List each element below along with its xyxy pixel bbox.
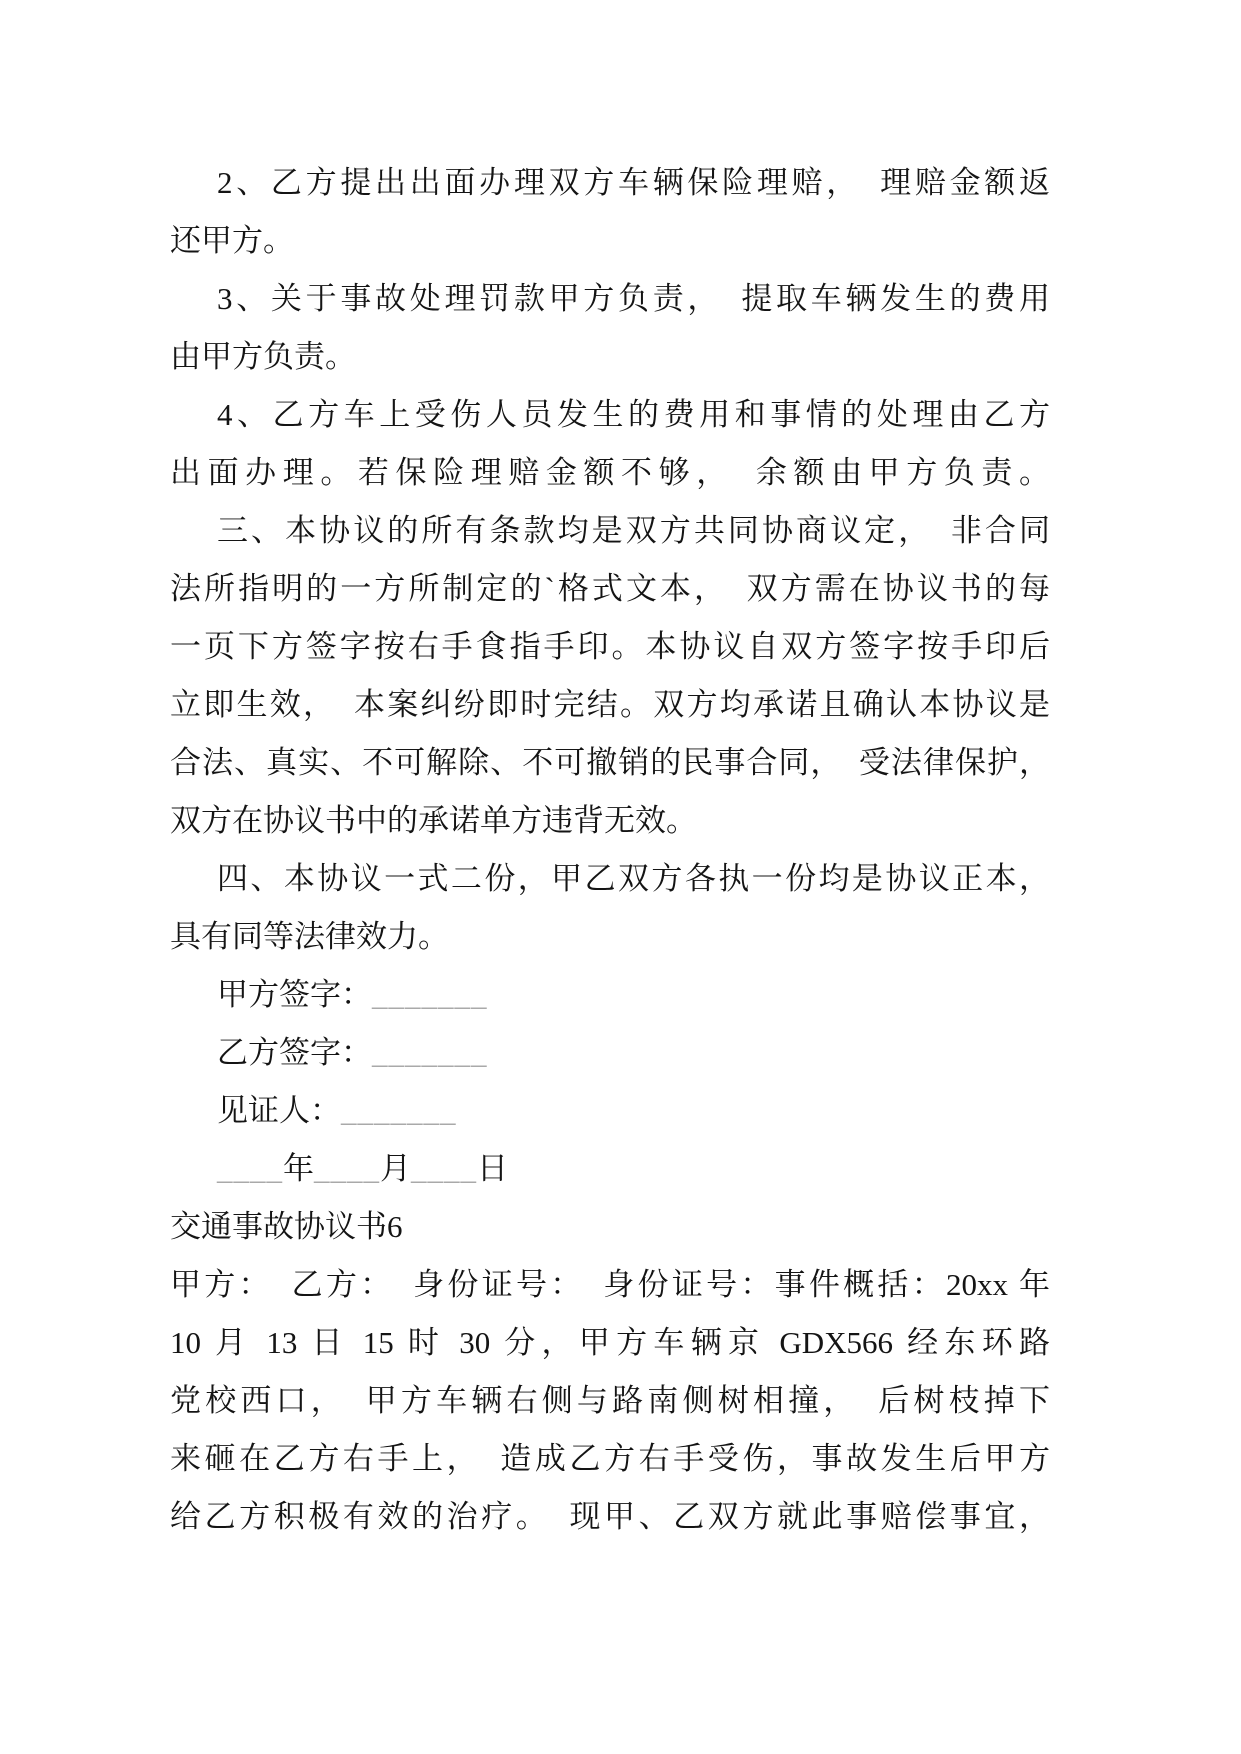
text-line: 甲方： 乙方： 身份证号： 身份证号：事件概括：20xx 年 — [170, 1267, 1050, 1302]
witness-signature-line — [170, 1082, 1050, 1140]
text-line: 立即生效， 本案纠纷即时完结。双方均承诺且确认本协议是 — [170, 687, 1050, 722]
signature-block — [170, 966, 1050, 1198]
party-a-signature-label: 甲方签字： — [217, 977, 372, 1012]
month-label: 月 — [380, 1151, 411, 1186]
section-6-intro-paragraph — [170, 1256, 1050, 1546]
text-line: 三、本协议的所有条款均是双方共同协商议定， 非合同 — [217, 513, 1050, 548]
text-line: 合法、真实、不可解除、不可撤销的民事合同， 受法律保护， — [170, 745, 1050, 780]
party-b-signature-line — [170, 1024, 1050, 1082]
text-line: 一页下方签字按右手食指手印。本协议自双方签字按手印后 — [170, 629, 1050, 664]
text-line: 3、关于事故处理罚款甲方负责， 提取车辆发生的费用 — [217, 281, 1050, 316]
text-line: 四、本协议一式二份，甲乙双方各执一份均是协议正本， — [217, 861, 1050, 896]
year-label: 年 — [283, 1151, 314, 1186]
text-line: 4、乙方车上受伤人员发生的费用和事情的处理由乙方 — [217, 397, 1050, 432]
text-line: 双方在协议书中的承诺单方违背无效。 — [170, 803, 697, 838]
party-b-signature-label: 乙方签字： — [217, 1035, 372, 1070]
day-blank: ____ — [411, 1151, 477, 1186]
day-label: 日 — [477, 1151, 508, 1186]
section-6-heading: 交通事故协议书6 — [170, 1209, 403, 1244]
text-line: 2、乙方提出出面办理双方车辆保险理赔， 理赔金额返 — [217, 165, 1050, 200]
date-line — [170, 1140, 1050, 1198]
text-line: 10 月 13 日 15 时 30 分，甲方车辆京 GDX566 经东环路 — [170, 1325, 1050, 1360]
party-a-signature-blank: _______ — [372, 977, 488, 1012]
clause-2-paragraph — [170, 154, 1050, 270]
month-blank: ____ — [314, 1151, 380, 1186]
year-blank: ____ — [217, 1151, 283, 1186]
text-line: 给乙方积极有效的治疗。 现甲、乙双方就此事赔偿事宜， — [170, 1499, 1050, 1534]
clause-4-paragraph — [170, 386, 1050, 502]
text-line: 出面办理。若保险理赔金额不够， 余额由甲方负责。 — [170, 455, 1050, 490]
text-line: 党校西口， 甲方车辆右侧与路南侧树相撞， 后树枝掉下 — [170, 1383, 1050, 1418]
witness-label: 见证人： — [217, 1093, 341, 1128]
text-line: 还甲方。 — [170, 223, 294, 258]
clause-3-paragraph — [170, 270, 1050, 386]
text-line: 具有同等法律效力。 — [170, 919, 449, 954]
text-line: 来砸在乙方右手上， 造成乙方右手受伤，事故发生后甲方 — [170, 1441, 1050, 1476]
text-line: 法所指明的一方所制定的`格式文本， 双方需在协议书的每 — [170, 571, 1050, 606]
clause-three-paragraph — [170, 502, 1050, 850]
party-a-signature-line — [170, 966, 1050, 1024]
party-b-signature-blank: _______ — [372, 1035, 488, 1070]
text-line: 由甲方负责。 — [170, 339, 356, 374]
witness-blank: _______ — [341, 1093, 457, 1128]
clause-four-paragraph — [170, 850, 1050, 966]
